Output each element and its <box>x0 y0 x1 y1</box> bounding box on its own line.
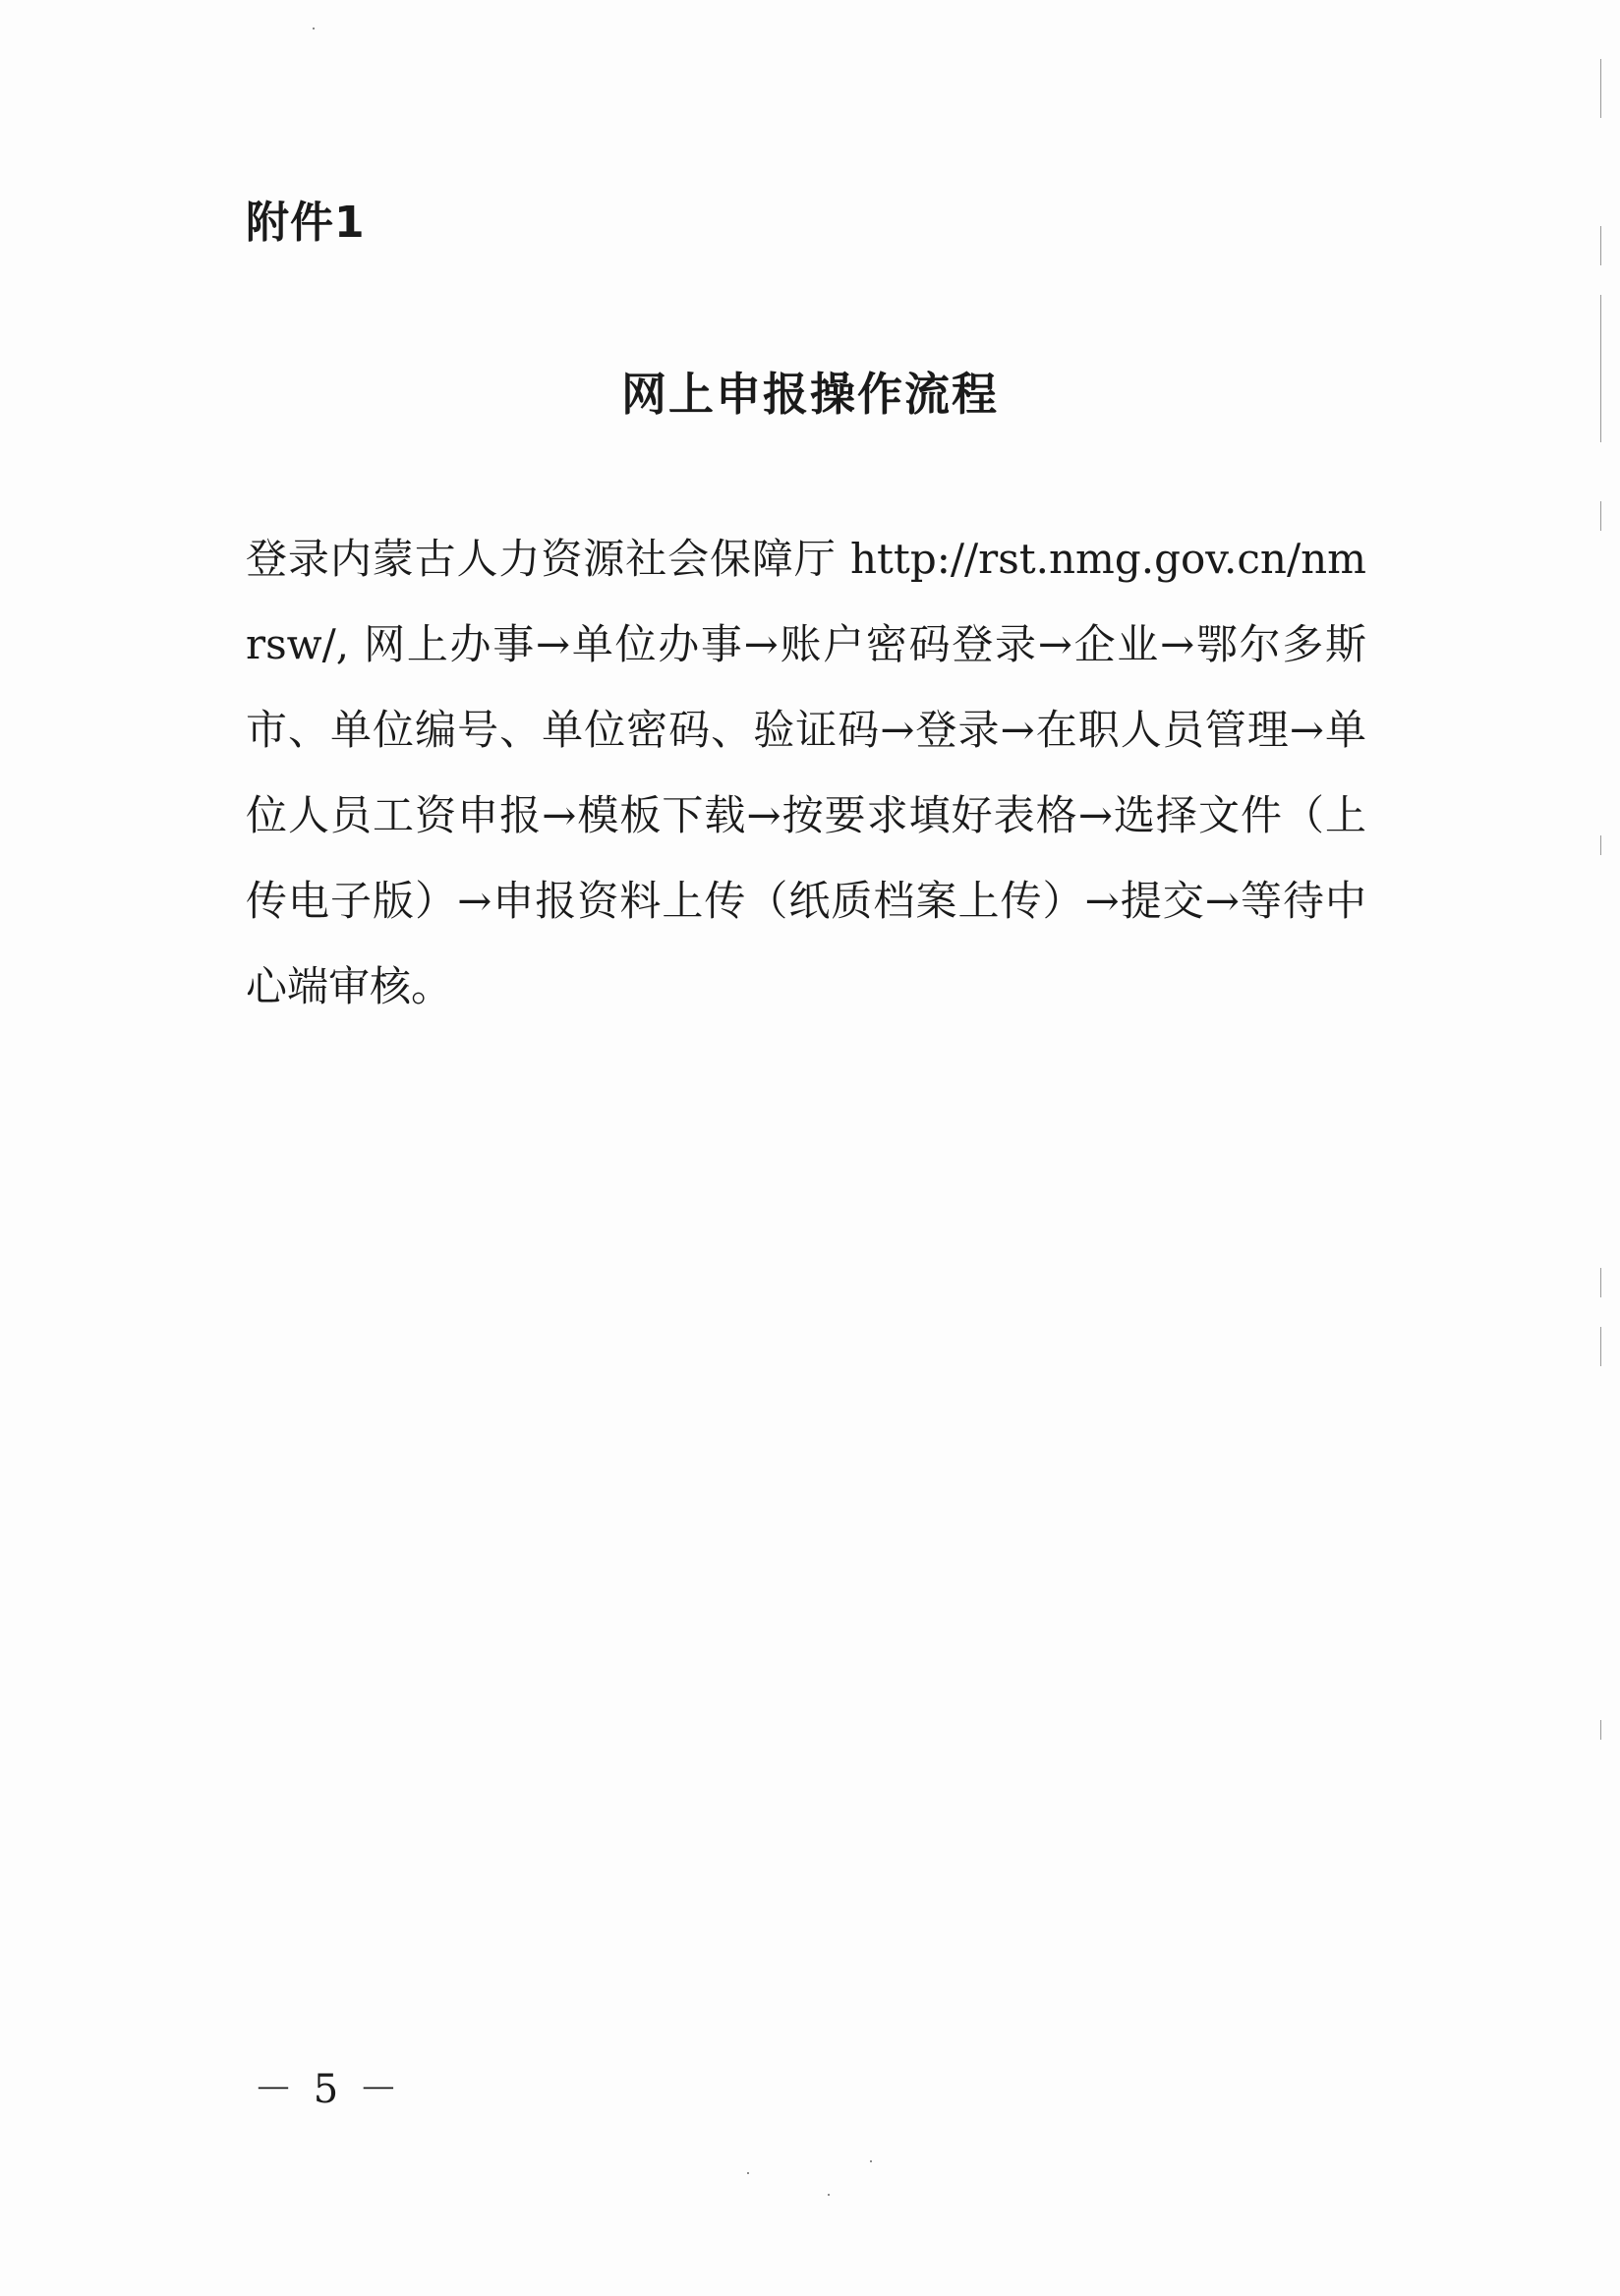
scan-artifact <box>1600 295 1601 442</box>
attachment-label: 附件1 <box>246 198 366 248</box>
scan-artifact <box>828 2194 830 2196</box>
scan-artifact <box>1600 1327 1601 1366</box>
scan-artifact <box>1600 501 1601 531</box>
page-title: 网上申报操作流程 <box>621 368 999 421</box>
scan-artifact <box>747 2172 749 2174</box>
page-number: － 5 － <box>254 2067 402 2112</box>
scan-artifact <box>1600 1720 1601 1740</box>
scan-artifact <box>1600 1268 1601 1297</box>
procedure-paragraph: 登录内蒙古人力资源社会保障厅 http://rst.nmg.gov.cn/nmrsw/, 网上办事→单位办事→账户密码登录→企业→鄂尔多斯市、单位编号、单位密码、验证码→登录→在职人员管理→单位人员工资申报→模板下载→按要求填好表格→选择文件（上传电子版）→申报资料上传（纸质档案上传）→提交→等待中心端审核。 <box>246 535 1366 1010</box>
scan-artifact <box>1600 226 1601 265</box>
scan-artifact <box>1600 59 1601 118</box>
scan-artifact <box>313 28 315 29</box>
scan-artifact <box>870 2160 872 2162</box>
scan-artifact <box>1600 835 1601 855</box>
